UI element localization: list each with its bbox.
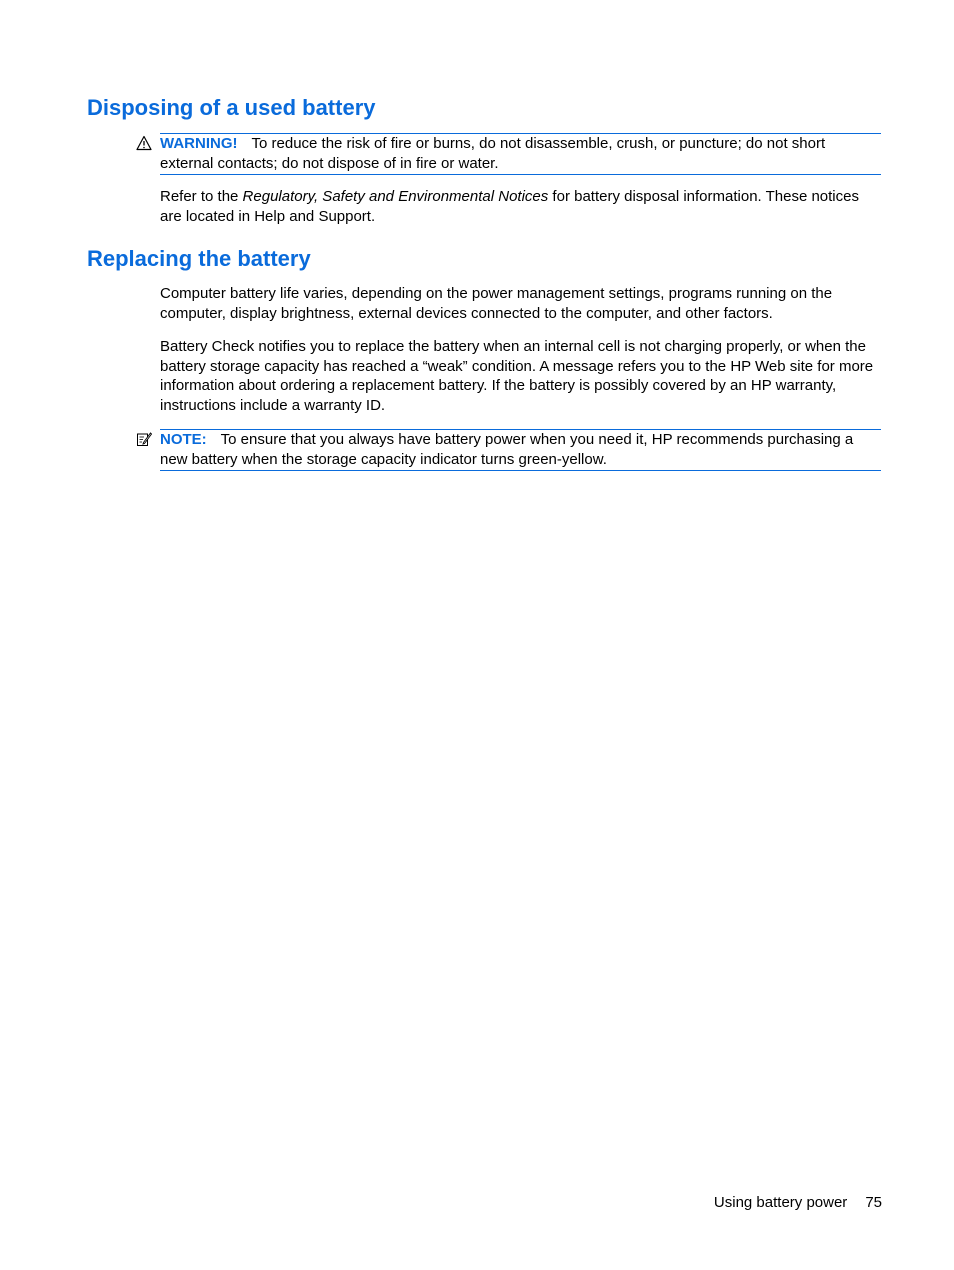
note-box	[160, 429, 881, 471]
warning-text: To reduce the risk of fire or burns, do not disassemble, crush, or puncture; do not short external contacts; do not dispose of in fire or water.	[160, 135, 826, 172]
warning-text-block	[160, 134, 881, 173]
section-heading-disposing: Disposing of a used battery	[87, 95, 376, 120]
section-heading-replacing: Replacing the battery	[87, 246, 311, 271]
disposal-paragraph	[160, 187, 882, 226]
battery-life-paragraph: Computer battery life varies, depending on the power management settings, programs running on the computer, display brightness, external devices connected to the computer, and other factors.	[160, 285, 833, 322]
warning-triangle-icon	[136, 135, 152, 151]
warning-box	[160, 133, 881, 175]
note-pencil-icon	[136, 431, 152, 447]
battery-check-paragraph: Battery Check notifies you to replace the battery when an internal cell is not charging properly, or when the battery storage capacity has reached a “weak” condition. A message refers you to the HP Web site for more information about ordering a replacement battery. If the battery is possibly covered by an HP warranty, instructions include a warranty ID.	[160, 338, 874, 414]
disposal-paragraph-end: for battery disposal information. These notices are located in Help and Support.	[160, 188, 859, 225]
note-text: To ensure that you always have battery power when you need it, HP recommends purchasing a new battery when the storage capacity indicator turns green-yellow.	[160, 431, 854, 468]
page-number: 75	[865, 1194, 882, 1211]
regulatory-notices-title: Regulatory, Safety and Environmental Notices	[242, 188, 549, 205]
note-label: NOTE:	[160, 431, 207, 448]
page-footer	[714, 1193, 882, 1212]
footer-section-name: Using battery power	[713, 1194, 848, 1211]
disposal-paragraph-start: Refer to the	[160, 188, 243, 205]
warning-label: WARNING!	[160, 135, 238, 152]
note-text-block	[160, 430, 881, 469]
